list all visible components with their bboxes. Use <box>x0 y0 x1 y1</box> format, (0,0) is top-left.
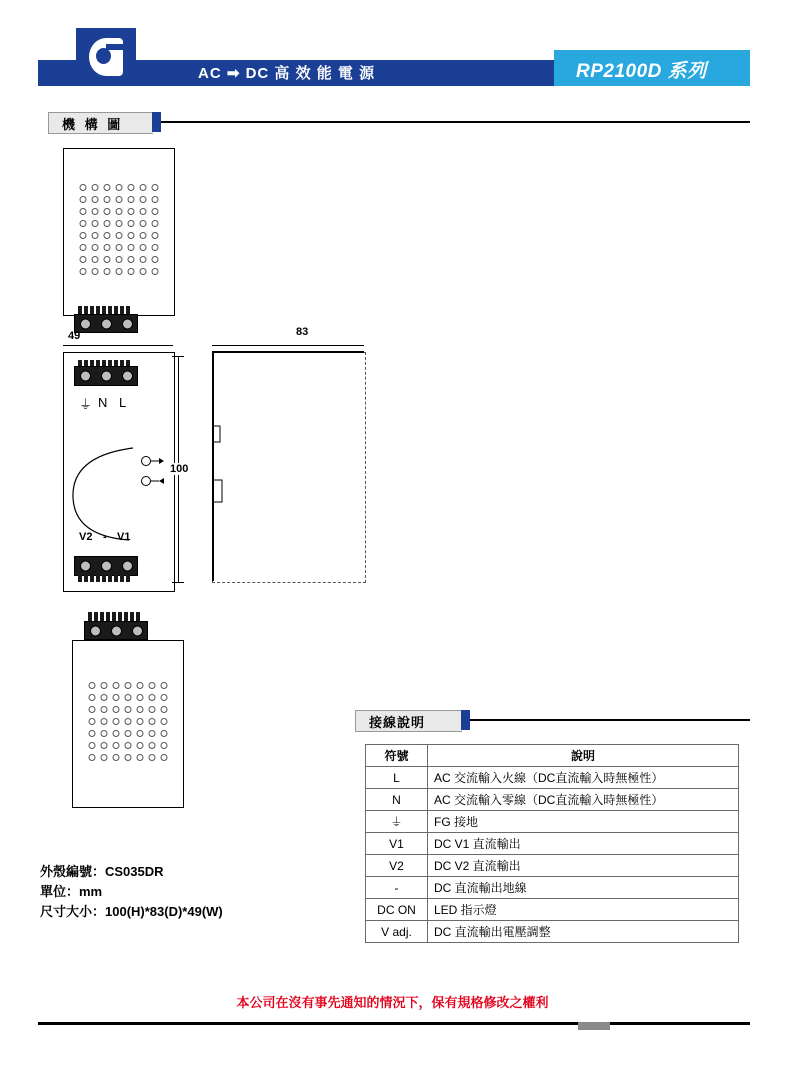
cell-desc: DC V1 直流輸出 <box>428 833 739 855</box>
section-tail <box>152 112 161 132</box>
section-wiring-label: 接線說明 <box>369 715 426 730</box>
terminal-v2-label: V2 <box>79 531 93 543</box>
section-mechanical-drawing <box>48 112 750 134</box>
terminal-v1-label: V1 <box>117 531 131 543</box>
drawing-side-view <box>212 352 366 583</box>
cell-symbol: - <box>366 877 428 899</box>
section-tail-wiring <box>461 710 470 730</box>
terminal-n-label: N <box>98 395 108 410</box>
drawing-bottom-view <box>72 640 184 808</box>
th-description: 說明 <box>428 745 739 767</box>
ventilation-holes <box>80 184 159 280</box>
section-mechanical-label: 機 構 圖 <box>62 117 124 132</box>
dim-line-width <box>63 345 173 346</box>
footer-rule <box>38 1022 750 1025</box>
header-left-block <box>38 60 80 86</box>
cell-desc: DC 直流輸出電壓調整 <box>428 921 739 943</box>
cell-symbol: V2 <box>366 855 428 877</box>
ventilation-holes-bottom <box>89 682 168 766</box>
top-view-terminal-fins <box>78 306 130 314</box>
cell-desc: AC 交流輸入火線（DC直流輸入時無極性） <box>428 767 739 789</box>
wiring-table <box>365 744 739 943</box>
bottom-view-terminal-fins <box>88 612 140 621</box>
led-and-adjust-icons <box>140 455 170 495</box>
cell-symbol: L <box>366 767 428 789</box>
front-input-terminal-block <box>74 366 138 386</box>
table-row <box>366 877 739 899</box>
terminal-l-label: L <box>119 395 127 410</box>
cell-symbol: N <box>366 789 428 811</box>
header-title: AC ➡ DC 高 效 能 電 源 <box>198 65 376 82</box>
drawing-top-view <box>63 148 175 316</box>
table-header-row <box>366 745 739 767</box>
front-output-terminal-fins <box>78 574 130 582</box>
table-row <box>366 833 739 855</box>
company-logo <box>76 28 136 86</box>
cell-desc: DC V2 直流輸出 <box>428 855 739 877</box>
bottom-view-terminal-block <box>84 621 148 640</box>
th-symbol: 符號 <box>366 745 428 767</box>
cell-desc: LED 指示燈 <box>428 899 739 921</box>
footer-disclaimer: 本公司在沒有事先通知的情況下，保有規格修改之權利 <box>236 995 549 1010</box>
series-label: RP2100D 系列 <box>576 61 707 82</box>
case-notes <box>40 862 223 922</box>
dim-tick-height-top <box>172 356 184 357</box>
cell-symbol: ⏚ <box>366 811 428 833</box>
logo-d-cut <box>106 44 124 50</box>
note-unit: 單位：mm <box>40 884 103 899</box>
front-output-terminal-block <box>74 556 138 576</box>
logo-d-inner-dot <box>96 48 111 64</box>
din-rail-clip <box>208 420 234 510</box>
cell-desc: FG 接地 <box>428 811 739 833</box>
dim-label-width: 49 <box>68 330 81 342</box>
note-size: 尺寸大小：100(H)*83(D)*49(W) <box>40 904 223 919</box>
dim-label-height: 100 <box>170 463 189 475</box>
cell-desc: DC 直流輸出地線 <box>428 877 739 899</box>
dim-tick-height-bottom <box>172 582 184 583</box>
footer-rule-accent <box>578 1022 610 1030</box>
table-row <box>366 921 739 943</box>
table-row <box>366 811 739 833</box>
section-rule <box>161 121 750 123</box>
cell-desc: AC 交流輸入零線（DC直流輸入時無極性） <box>428 789 739 811</box>
table-row <box>366 767 739 789</box>
section-rule-wiring <box>470 719 750 721</box>
dim-label-depth: 83 <box>296 326 309 338</box>
top-view-terminal-block <box>74 314 138 333</box>
section-wiring-description <box>355 710 750 732</box>
terminal-ground-label: ⏚ <box>79 397 93 412</box>
table-row <box>366 899 739 921</box>
table-row <box>366 789 739 811</box>
cell-symbol: DC ON <box>366 899 428 921</box>
side-view-top-edge <box>212 351 364 353</box>
note-case-number: 外殼編號：CS035DR <box>40 864 164 879</box>
page-header <box>38 28 750 86</box>
dim-line-depth <box>212 345 364 346</box>
table-row <box>366 855 739 877</box>
cell-symbol: V1 <box>366 833 428 855</box>
cell-symbol: V adj. <box>366 921 428 943</box>
terminal-minus-label: - <box>103 531 107 543</box>
